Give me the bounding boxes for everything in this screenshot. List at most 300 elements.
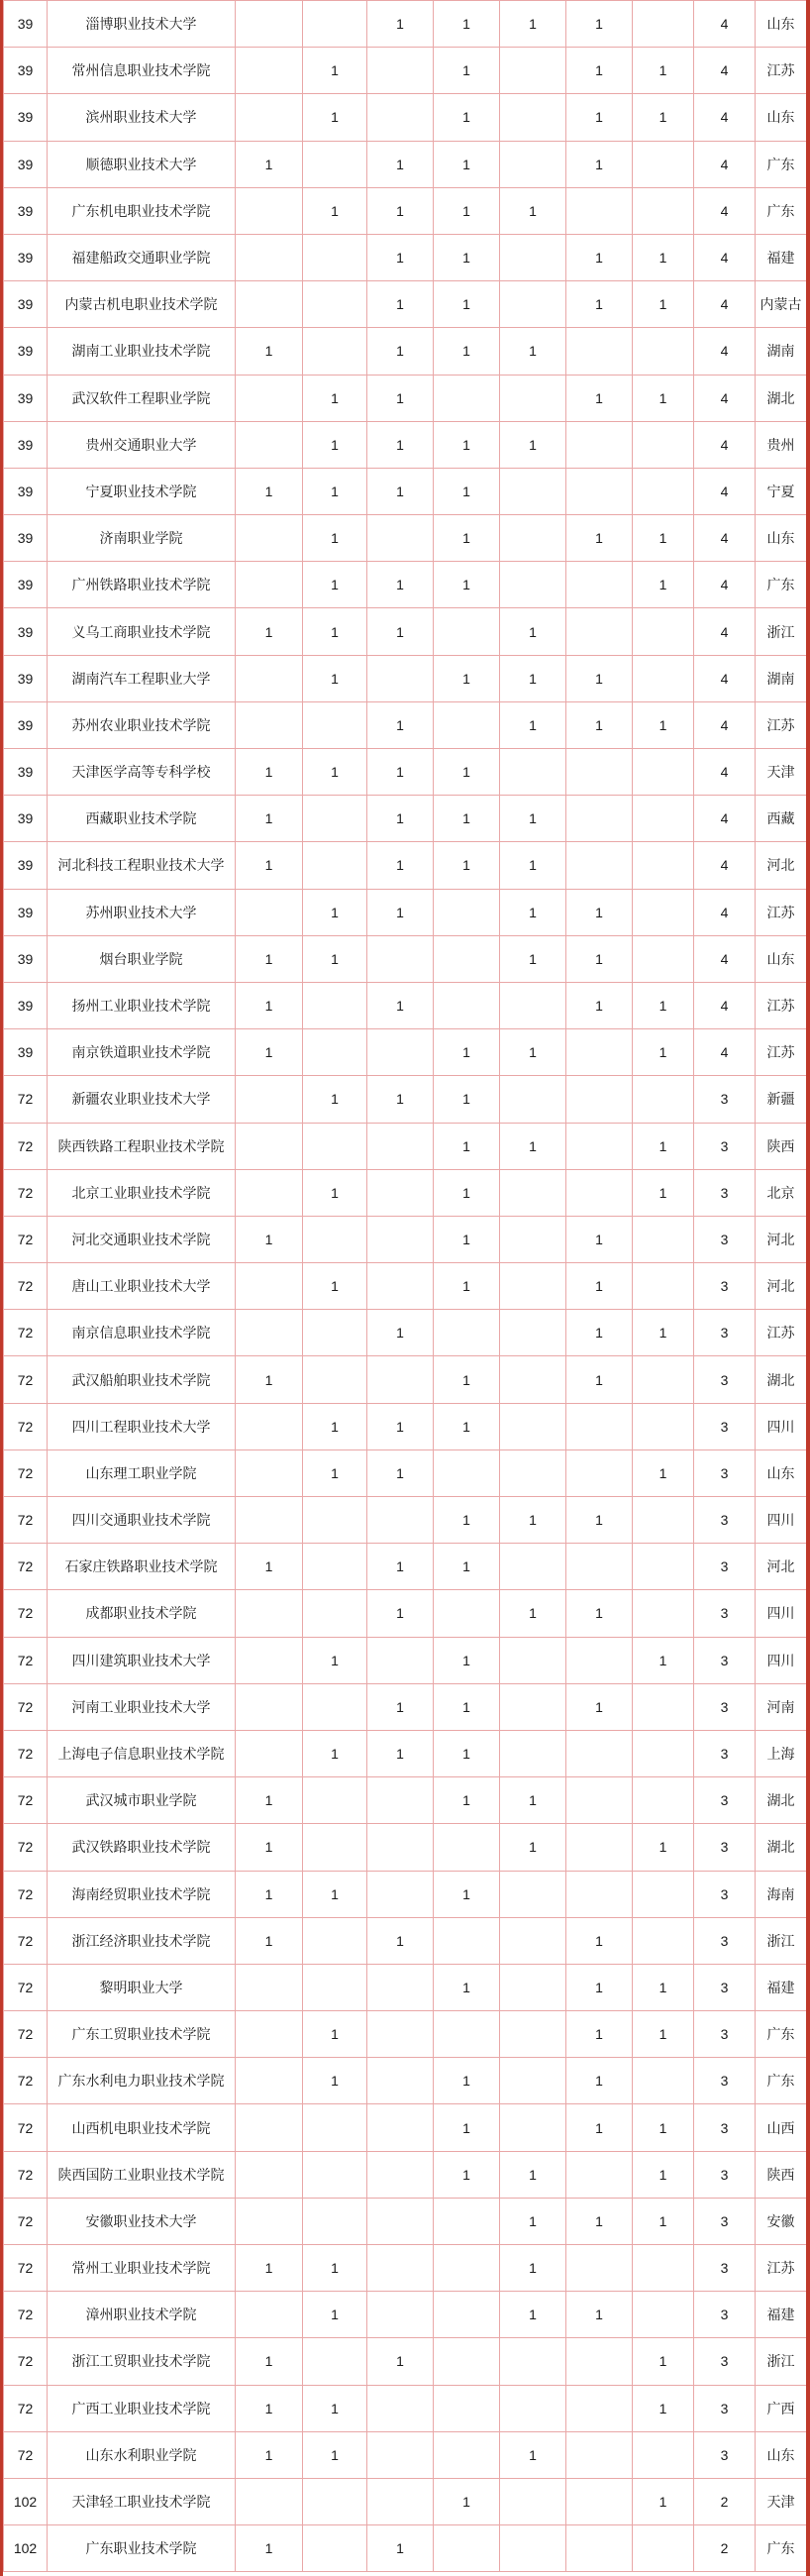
col7-cell: 1 — [500, 2198, 566, 2244]
rank-cell: 39 — [4, 562, 48, 608]
province-cell: 山东 — [756, 94, 807, 141]
col5-cell: 1 — [367, 141, 434, 187]
province-cell: 广东 — [756, 2011, 807, 2058]
col7-cell — [500, 1356, 566, 1403]
col5-cell: 1 — [367, 889, 434, 935]
col7-cell — [500, 1917, 566, 1964]
total-cell: 3 — [694, 1824, 756, 1871]
col8-cell — [566, 468, 633, 514]
table-row — [4, 1544, 807, 1590]
col5-cell — [367, 2198, 434, 2244]
school-name-cell: 常州工业职业技术学院 — [48, 2245, 236, 2292]
table-row — [4, 1169, 807, 1216]
table-row — [4, 2431, 807, 2478]
table-row — [4, 1964, 807, 2010]
rank-cell: 72 — [4, 2245, 48, 2292]
province-cell: 广东 — [756, 187, 807, 234]
col7-cell: 1 — [500, 328, 566, 375]
col3-cell: 1 — [236, 141, 303, 187]
col6-cell — [434, 375, 500, 421]
col9-cell — [633, 1263, 694, 1310]
total-cell: 4 — [694, 375, 756, 421]
col9-cell: 1 — [633, 1964, 694, 2010]
table-row — [4, 796, 807, 842]
col3-cell — [236, 2478, 303, 2524]
col8-cell — [566, 2338, 633, 2385]
col6-cell: 1 — [434, 1403, 500, 1449]
col5-cell — [367, 1263, 434, 1310]
table-row — [4, 2292, 807, 2338]
col4-cell: 1 — [303, 48, 367, 94]
col9-cell: 1 — [633, 2011, 694, 2058]
total-cell: 3 — [694, 2292, 756, 2338]
col8-cell — [566, 1824, 633, 1871]
table-row — [4, 1029, 807, 1076]
school-name-cell: 河南工业职业技术大学 — [48, 1683, 236, 1730]
col6-cell: 1 — [434, 749, 500, 796]
province-cell: 江苏 — [756, 1029, 807, 1076]
col5-cell: 1 — [367, 1, 434, 48]
province-cell: 广东 — [756, 562, 807, 608]
table-row — [4, 1310, 807, 1356]
total-cell: 4 — [694, 982, 756, 1028]
col9-cell: 1 — [633, 375, 694, 421]
col9-cell: 1 — [633, 1449, 694, 1496]
school-name-cell: 浙江经济职业技术学院 — [48, 1917, 236, 1964]
col9-cell: 1 — [633, 1824, 694, 1871]
col8-cell — [566, 1871, 633, 1917]
col9-cell: 1 — [633, 1637, 694, 1683]
table-row — [4, 562, 807, 608]
col8-cell: 1 — [566, 1590, 633, 1637]
col5-cell: 1 — [367, 796, 434, 842]
school-name-cell: 苏州职业技术大学 — [48, 889, 236, 935]
col3-cell — [236, 2198, 303, 2244]
total-cell: 3 — [694, 1076, 756, 1123]
col4-cell: 1 — [303, 889, 367, 935]
province-cell: 浙江 — [756, 1917, 807, 1964]
col6-cell: 1 — [434, 1637, 500, 1683]
col8-cell: 1 — [566, 889, 633, 935]
col6-cell: 1 — [434, 421, 500, 468]
col8-cell: 1 — [566, 94, 633, 141]
school-name-cell: 北京工业职业技术学院 — [48, 1169, 236, 1216]
rank-cell: 72 — [4, 1917, 48, 1964]
table-row — [4, 2011, 807, 2058]
ranking-table-body — [4, 1, 807, 2572]
province-cell: 江苏 — [756, 48, 807, 94]
col8-cell: 1 — [566, 1310, 633, 1356]
rank-cell: 39 — [4, 234, 48, 280]
col6-cell — [434, 2198, 500, 2244]
school-name-cell: 陕西铁路工程职业技术学院 — [48, 1123, 236, 1169]
col3-cell — [236, 2058, 303, 2104]
province-cell: 江苏 — [756, 2245, 807, 2292]
rank-cell: 72 — [4, 1544, 48, 1590]
total-cell: 2 — [694, 2478, 756, 2524]
col7-cell: 1 — [500, 889, 566, 935]
col5-cell: 1 — [367, 468, 434, 514]
col9-cell — [633, 2245, 694, 2292]
province-cell: 福建 — [756, 2292, 807, 2338]
total-cell: 3 — [694, 2151, 756, 2198]
col7-cell — [500, 48, 566, 94]
rank-cell: 39 — [4, 94, 48, 141]
total-cell: 4 — [694, 608, 756, 655]
school-name-cell: 黎明职业大学 — [48, 1964, 236, 2010]
col3-cell — [236, 1449, 303, 1496]
table-row — [4, 1449, 807, 1496]
col5-cell: 1 — [367, 187, 434, 234]
rank-cell: 39 — [4, 375, 48, 421]
col7-cell — [500, 515, 566, 562]
province-cell: 山西 — [756, 2104, 807, 2151]
school-name-cell: 广东水利电力职业技术学院 — [48, 2058, 236, 2104]
table-row — [4, 234, 807, 280]
col6-cell — [434, 2525, 500, 2572]
school-name-cell: 陕西国防工业职业技术学院 — [48, 2151, 236, 2198]
col7-cell — [500, 2058, 566, 2104]
col7-cell — [500, 562, 566, 608]
table-row — [4, 1824, 807, 1871]
col4-cell — [303, 2338, 367, 2385]
col6-cell — [434, 1917, 500, 1964]
col8-cell: 1 — [566, 1964, 633, 2010]
col9-cell: 1 — [633, 94, 694, 141]
total-cell: 3 — [694, 2338, 756, 2385]
col7-cell — [500, 2104, 566, 2151]
total-cell: 4 — [694, 234, 756, 280]
col8-cell: 1 — [566, 655, 633, 701]
col9-cell: 1 — [633, 982, 694, 1028]
total-cell: 4 — [694, 1029, 756, 1076]
rank-cell: 39 — [4, 889, 48, 935]
col8-cell: 1 — [566, 1356, 633, 1403]
col8-cell: 1 — [566, 1263, 633, 1310]
rank-cell: 72 — [4, 1497, 48, 1544]
rank-cell: 72 — [4, 1637, 48, 1683]
rank-cell: 72 — [4, 1123, 48, 1169]
col6-cell: 1 — [434, 1076, 500, 1123]
col3-cell: 1 — [236, 749, 303, 796]
col8-cell: 1 — [566, 1216, 633, 1262]
col3-cell: 1 — [236, 608, 303, 655]
col9-cell: 1 — [633, 2478, 694, 2524]
col4-cell: 1 — [303, 375, 367, 421]
col5-cell — [367, 48, 434, 94]
province-cell: 广东 — [756, 141, 807, 187]
col8-cell — [566, 1777, 633, 1824]
province-cell: 河北 — [756, 1544, 807, 1590]
table-row — [4, 2151, 807, 2198]
rank-cell: 39 — [4, 141, 48, 187]
province-cell: 西藏 — [756, 796, 807, 842]
school-name-cell: 扬州工业职业技术学院 — [48, 982, 236, 1028]
col5-cell — [367, 2245, 434, 2292]
col3-cell: 1 — [236, 1777, 303, 1824]
col4-cell — [303, 1, 367, 48]
col3-cell: 1 — [236, 1871, 303, 1917]
col6-cell: 1 — [434, 842, 500, 889]
col5-cell: 1 — [367, 2525, 434, 2572]
col5-cell: 1 — [367, 328, 434, 375]
table-row — [4, 2385, 807, 2431]
province-cell: 湖北 — [756, 1777, 807, 1824]
col4-cell — [303, 2478, 367, 2524]
table-row — [4, 1123, 807, 1169]
school-name-cell: 武汉软件工程职业学院 — [48, 375, 236, 421]
col6-cell: 1 — [434, 2478, 500, 2524]
col7-cell: 1 — [500, 796, 566, 842]
col3-cell — [236, 1730, 303, 1776]
col6-cell: 1 — [434, 562, 500, 608]
total-cell: 4 — [694, 889, 756, 935]
col7-cell: 1 — [500, 1, 566, 48]
col4-cell: 1 — [303, 1263, 367, 1310]
province-cell: 内蒙古 — [756, 281, 807, 328]
col6-cell: 1 — [434, 187, 500, 234]
total-cell: 4 — [694, 468, 756, 514]
col9-cell — [633, 608, 694, 655]
col7-cell: 1 — [500, 842, 566, 889]
col7-cell: 1 — [500, 1824, 566, 1871]
col9-cell — [633, 889, 694, 935]
col6-cell: 1 — [434, 796, 500, 842]
col7-cell: 1 — [500, 2245, 566, 2292]
table-row — [4, 187, 807, 234]
col4-cell: 1 — [303, 187, 367, 234]
col4-cell — [303, 796, 367, 842]
province-cell: 湖北 — [756, 1824, 807, 1871]
rank-cell: 72 — [4, 1403, 48, 1449]
col6-cell — [434, 2338, 500, 2385]
col6-cell — [434, 1590, 500, 1637]
col7-cell — [500, 2385, 566, 2431]
total-cell: 3 — [694, 1730, 756, 1776]
table-row — [4, 2104, 807, 2151]
col4-cell: 1 — [303, 1449, 367, 1496]
school-name-cell: 天津医学高等专科学校 — [48, 749, 236, 796]
col9-cell — [633, 2525, 694, 2572]
col6-cell: 1 — [434, 2151, 500, 2198]
total-cell: 3 — [694, 1216, 756, 1262]
total-cell: 3 — [694, 1356, 756, 1403]
col7-cell: 1 — [500, 2431, 566, 2478]
table-row — [4, 1777, 807, 1824]
col7-cell — [500, 1964, 566, 2010]
col7-cell — [500, 281, 566, 328]
rank-cell: 72 — [4, 1590, 48, 1637]
col8-cell — [566, 421, 633, 468]
school-name-cell: 成都职业技术学院 — [48, 1590, 236, 1637]
col4-cell — [303, 1310, 367, 1356]
col4-cell: 1 — [303, 1730, 367, 1776]
col9-cell — [633, 1917, 694, 1964]
table-row — [4, 2338, 807, 2385]
col9-cell — [633, 1356, 694, 1403]
col9-cell: 1 — [633, 1310, 694, 1356]
col6-cell: 1 — [434, 48, 500, 94]
col9-cell — [633, 796, 694, 842]
table-row — [4, 2478, 807, 2524]
rank-cell: 102 — [4, 2478, 48, 2524]
col9-cell: 1 — [633, 1123, 694, 1169]
col8-cell — [566, 1449, 633, 1496]
table-row — [4, 935, 807, 982]
col5-cell — [367, 2385, 434, 2431]
province-cell: 广西 — [756, 2385, 807, 2431]
province-cell: 天津 — [756, 2478, 807, 2524]
col7-cell: 1 — [500, 1590, 566, 1637]
col7-cell: 1 — [500, 2292, 566, 2338]
col3-cell — [236, 281, 303, 328]
col7-cell — [500, 982, 566, 1028]
col6-cell: 1 — [434, 1263, 500, 1310]
col4-cell: 1 — [303, 515, 367, 562]
col8-cell: 1 — [566, 48, 633, 94]
total-cell: 3 — [694, 2011, 756, 2058]
col9-cell — [633, 2431, 694, 2478]
school-name-cell: 山东水利职业学院 — [48, 2431, 236, 2478]
col3-cell — [236, 234, 303, 280]
col8-cell — [566, 2385, 633, 2431]
col4-cell: 1 — [303, 2245, 367, 2292]
table-row — [4, 842, 807, 889]
col5-cell: 1 — [367, 608, 434, 655]
col4-cell — [303, 701, 367, 748]
col6-cell: 1 — [434, 281, 500, 328]
table-row — [4, 468, 807, 514]
table-row — [4, 375, 807, 421]
province-cell: 河北 — [756, 1216, 807, 1262]
col6-cell — [434, 2431, 500, 2478]
col7-cell — [500, 2011, 566, 2058]
col8-cell: 1 — [566, 2198, 633, 2244]
table-row — [4, 2198, 807, 2244]
col9-cell — [633, 655, 694, 701]
col9-cell — [633, 842, 694, 889]
col6-cell: 1 — [434, 234, 500, 280]
col6-cell: 1 — [434, 328, 500, 375]
col5-cell — [367, 1497, 434, 1544]
col9-cell — [633, 2058, 694, 2104]
col9-cell — [633, 1590, 694, 1637]
col8-cell: 1 — [566, 141, 633, 187]
total-cell: 4 — [694, 328, 756, 375]
rank-cell: 39 — [4, 749, 48, 796]
col3-cell: 1 — [236, 1356, 303, 1403]
col8-cell — [566, 2245, 633, 2292]
col4-cell: 1 — [303, 421, 367, 468]
col4-cell: 1 — [303, 935, 367, 982]
table-row — [4, 655, 807, 701]
col9-cell: 1 — [633, 48, 694, 94]
col5-cell — [367, 1123, 434, 1169]
province-cell: 湖南 — [756, 328, 807, 375]
col9-cell — [633, 187, 694, 234]
province-cell: 江苏 — [756, 1310, 807, 1356]
col9-cell: 1 — [633, 562, 694, 608]
col9-cell — [633, 1216, 694, 1262]
col5-cell: 1 — [367, 982, 434, 1028]
table-row — [4, 1403, 807, 1449]
total-cell: 4 — [694, 842, 756, 889]
col7-cell — [500, 1683, 566, 1730]
col6-cell: 1 — [434, 141, 500, 187]
province-cell: 四川 — [756, 1590, 807, 1637]
col7-cell — [500, 2338, 566, 2385]
col5-cell: 1 — [367, 375, 434, 421]
col4-cell — [303, 2525, 367, 2572]
province-cell: 四川 — [756, 1637, 807, 1683]
col9-cell — [633, 1, 694, 48]
school-name-cell: 广东职业技术学院 — [48, 2525, 236, 2572]
col5-cell — [367, 2104, 434, 2151]
col6-cell: 1 — [434, 1029, 500, 1076]
col8-cell — [566, 1730, 633, 1776]
table-row — [4, 328, 807, 375]
total-cell: 4 — [694, 796, 756, 842]
col7-cell — [500, 1169, 566, 1216]
total-cell: 3 — [694, 1123, 756, 1169]
col4-cell — [303, 2104, 367, 2151]
col7-cell — [500, 1730, 566, 1776]
col8-cell: 1 — [566, 2011, 633, 2058]
province-cell: 河北 — [756, 1263, 807, 1310]
col5-cell: 1 — [367, 1449, 434, 1496]
col8-cell: 1 — [566, 982, 633, 1028]
col9-cell: 1 — [633, 2104, 694, 2151]
col9-cell — [633, 1871, 694, 1917]
col4-cell: 1 — [303, 655, 367, 701]
province-cell: 江苏 — [756, 982, 807, 1028]
col4-cell — [303, 1964, 367, 2010]
col5-cell — [367, 515, 434, 562]
rank-cell: 72 — [4, 1449, 48, 1496]
col5-cell — [367, 1356, 434, 1403]
province-cell: 天津 — [756, 749, 807, 796]
col8-cell — [566, 2478, 633, 2524]
col3-cell: 1 — [236, 2431, 303, 2478]
rank-cell: 39 — [4, 187, 48, 234]
table-row — [4, 1683, 807, 1730]
col8-cell — [566, 796, 633, 842]
col3-cell — [236, 1637, 303, 1683]
total-cell: 3 — [694, 1871, 756, 1917]
col7-cell — [500, 234, 566, 280]
col4-cell — [303, 842, 367, 889]
school-name-cell: 武汉铁路职业技术学院 — [48, 1824, 236, 1871]
total-cell: 3 — [694, 1964, 756, 2010]
province-cell: 河南 — [756, 1683, 807, 1730]
col4-cell — [303, 1497, 367, 1544]
col9-cell — [633, 1683, 694, 1730]
table-row — [4, 94, 807, 141]
col4-cell — [303, 1683, 367, 1730]
col8-cell — [566, 608, 633, 655]
total-cell: 4 — [694, 141, 756, 187]
total-cell: 4 — [694, 187, 756, 234]
total-cell: 3 — [694, 2104, 756, 2151]
col9-cell — [633, 749, 694, 796]
col8-cell — [566, 1544, 633, 1590]
col5-cell: 1 — [367, 842, 434, 889]
col5-cell: 1 — [367, 421, 434, 468]
col4-cell: 1 — [303, 562, 367, 608]
total-cell: 3 — [694, 1263, 756, 1310]
col3-cell — [236, 701, 303, 748]
col5-cell — [367, 1824, 434, 1871]
